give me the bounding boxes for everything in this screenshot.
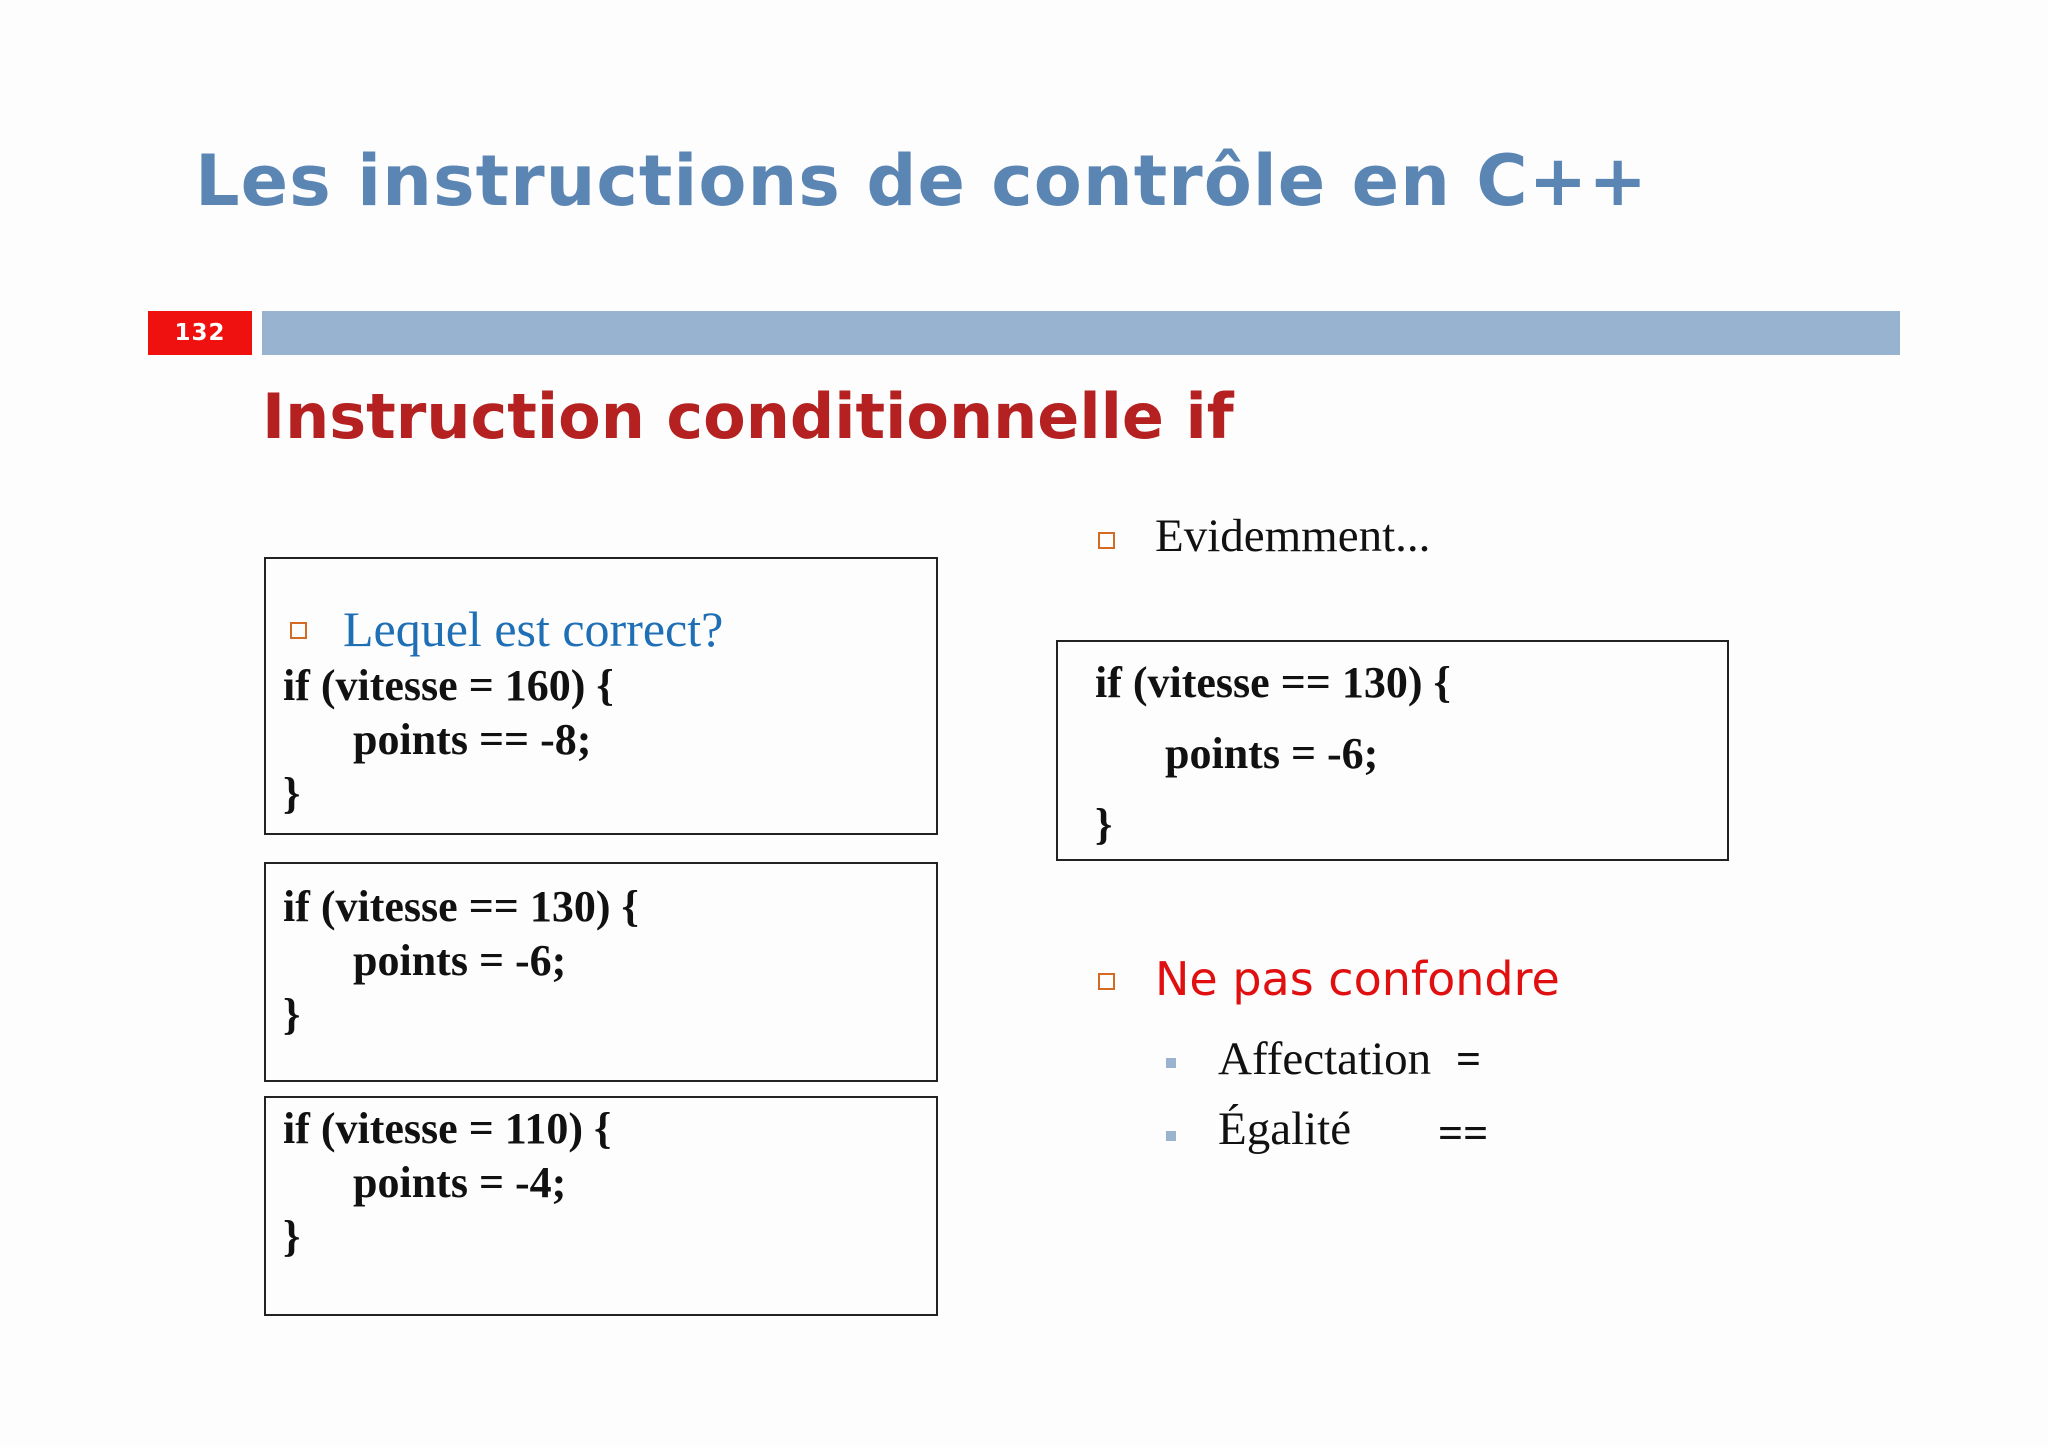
code-box-1 — [264, 557, 938, 835]
square-bullet-icon — [1098, 532, 1115, 549]
question-text: Lequel est correct? — [343, 601, 724, 657]
code-line: } — [283, 1212, 301, 1261]
code-box-3 — [264, 1096, 938, 1316]
code-line: points = -6; — [353, 936, 567, 985]
egalite-label: Égalité — [1218, 1103, 1352, 1155]
code-line: } — [1095, 800, 1113, 849]
code-line: } — [283, 769, 301, 818]
code-line: if (vitesse = 160) { — [283, 661, 614, 710]
intro-text: Evidemment... — [1155, 510, 1431, 562]
section-title: Instruction conditionnelle if — [262, 380, 1234, 453]
code-line: points == -8; — [353, 715, 592, 764]
code-line: if (vitesse = 110) { — [283, 1104, 612, 1153]
code-line: points = -4; — [353, 1158, 567, 1207]
sub-bullet-icon — [1166, 1058, 1176, 1068]
code-line: points = -6; — [1165, 729, 1379, 778]
page-number-badge: 132 — [148, 311, 252, 355]
answer-code-box — [1056, 640, 1729, 861]
code-box-2 — [264, 862, 938, 1082]
affectation-operator: = — [1456, 1035, 1482, 1084]
header-bar — [262, 311, 1900, 355]
code-line: } — [283, 990, 301, 1039]
code-line: if (vitesse == 130) { — [283, 882, 639, 931]
square-bullet-icon — [1098, 973, 1115, 990]
affectation-label: Affectation — [1218, 1033, 1432, 1085]
sub-bullet-icon — [1166, 1131, 1176, 1141]
square-bullet-icon — [290, 622, 307, 639]
slide-title: Les instructions de contrôle en C++ — [195, 140, 1648, 222]
warning-heading: Ne pas confondre — [1155, 952, 1560, 1006]
egalite-operator: == — [1438, 1109, 1489, 1158]
code-line: if (vitesse == 130) { — [1095, 658, 1451, 707]
